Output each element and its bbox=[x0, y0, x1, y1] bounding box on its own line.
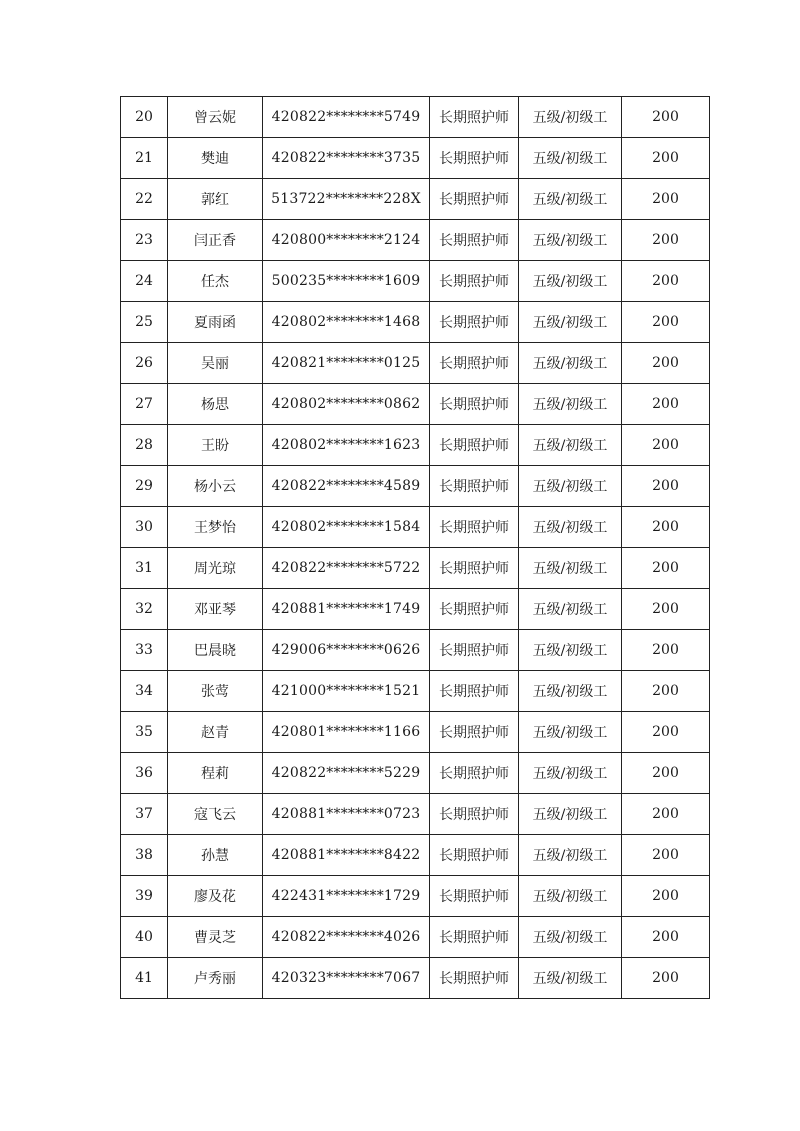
table-row bbox=[121, 671, 710, 712]
skill-level-cell: 五级/初级工 bbox=[519, 794, 622, 835]
table-row bbox=[121, 753, 710, 794]
occupation-cell: 长期照护师 bbox=[430, 876, 519, 917]
name-cell: 曾云妮 bbox=[168, 97, 263, 138]
occupation-cell: 长期照护师 bbox=[430, 917, 519, 958]
occupation-cell: 长期照护师 bbox=[430, 630, 519, 671]
name-cell: 郭红 bbox=[168, 179, 263, 220]
occupation-cell: 长期照护师 bbox=[430, 97, 519, 138]
name-cell: 赵青 bbox=[168, 712, 263, 753]
table-row bbox=[121, 384, 710, 425]
occupation-cell: 长期照护师 bbox=[430, 794, 519, 835]
skill-level-cell: 五级/初级工 bbox=[519, 917, 622, 958]
skill-level-cell: 五级/初级工 bbox=[519, 876, 622, 917]
skill-level-cell: 五级/初级工 bbox=[519, 548, 622, 589]
row-number-cell: 41 bbox=[121, 958, 168, 999]
skill-level-cell: 五级/初级工 bbox=[519, 261, 622, 302]
id-number-cell: 429006********0626 bbox=[263, 630, 430, 671]
name-cell: 周光琼 bbox=[168, 548, 263, 589]
row-number-cell: 28 bbox=[121, 425, 168, 466]
row-number-cell: 34 bbox=[121, 671, 168, 712]
roster-table-body bbox=[121, 97, 710, 999]
amount-cell: 200 bbox=[622, 425, 710, 466]
occupation-cell: 长期照护师 bbox=[430, 220, 519, 261]
skill-level-cell: 五级/初级工 bbox=[519, 97, 622, 138]
id-number-cell: 420822********5722 bbox=[263, 548, 430, 589]
table-row bbox=[121, 589, 710, 630]
name-cell: 廖及花 bbox=[168, 876, 263, 917]
skill-level-cell: 五级/初级工 bbox=[519, 425, 622, 466]
row-number-cell: 38 bbox=[121, 835, 168, 876]
table-row bbox=[121, 97, 710, 138]
table-row bbox=[121, 220, 710, 261]
row-number-cell: 33 bbox=[121, 630, 168, 671]
table-row bbox=[121, 712, 710, 753]
row-number-cell: 36 bbox=[121, 753, 168, 794]
id-number-cell: 420821********0125 bbox=[263, 343, 430, 384]
table-row bbox=[121, 548, 710, 589]
table-row bbox=[121, 425, 710, 466]
amount-cell: 200 bbox=[622, 179, 710, 220]
occupation-cell: 长期照护师 bbox=[430, 138, 519, 179]
occupation-cell: 长期照护师 bbox=[430, 179, 519, 220]
row-number-cell: 26 bbox=[121, 343, 168, 384]
skill-level-cell: 五级/初级工 bbox=[519, 589, 622, 630]
occupation-cell: 长期照护师 bbox=[430, 466, 519, 507]
row-number-cell: 37 bbox=[121, 794, 168, 835]
amount-cell: 200 bbox=[622, 753, 710, 794]
amount-cell: 200 bbox=[622, 630, 710, 671]
skill-level-cell: 五级/初级工 bbox=[519, 958, 622, 999]
occupation-cell: 长期照护师 bbox=[430, 753, 519, 794]
amount-cell: 200 bbox=[622, 671, 710, 712]
id-number-cell: 421000********1521 bbox=[263, 671, 430, 712]
skill-level-cell: 五级/初级工 bbox=[519, 835, 622, 876]
name-cell: 王盼 bbox=[168, 425, 263, 466]
amount-cell: 200 bbox=[622, 138, 710, 179]
table-row bbox=[121, 507, 710, 548]
id-number-cell: 513722********228X bbox=[263, 179, 430, 220]
name-cell: 杨思 bbox=[168, 384, 263, 425]
skill-level-cell: 五级/初级工 bbox=[519, 384, 622, 425]
name-cell: 张莺 bbox=[168, 671, 263, 712]
amount-cell: 200 bbox=[622, 261, 710, 302]
id-number-cell: 420802********1468 bbox=[263, 302, 430, 343]
name-cell: 卢秀丽 bbox=[168, 958, 263, 999]
skill-level-cell: 五级/初级工 bbox=[519, 753, 622, 794]
table-row bbox=[121, 630, 710, 671]
occupation-cell: 长期照护师 bbox=[430, 343, 519, 384]
row-number-cell: 25 bbox=[121, 302, 168, 343]
name-cell: 任杰 bbox=[168, 261, 263, 302]
amount-cell: 200 bbox=[622, 835, 710, 876]
name-cell: 寇飞云 bbox=[168, 794, 263, 835]
row-number-cell: 32 bbox=[121, 589, 168, 630]
skill-level-cell: 五级/初级工 bbox=[519, 712, 622, 753]
id-number-cell: 420822********3735 bbox=[263, 138, 430, 179]
row-number-cell: 24 bbox=[121, 261, 168, 302]
id-number-cell: 420881********8422 bbox=[263, 835, 430, 876]
id-number-cell: 420822********5749 bbox=[263, 97, 430, 138]
amount-cell: 200 bbox=[622, 384, 710, 425]
skill-level-cell: 五级/初级工 bbox=[519, 671, 622, 712]
table-row bbox=[121, 835, 710, 876]
name-cell: 孙慧 bbox=[168, 835, 263, 876]
skill-level-cell: 五级/初级工 bbox=[519, 343, 622, 384]
amount-cell: 200 bbox=[622, 97, 710, 138]
amount-cell: 200 bbox=[622, 917, 710, 958]
table-row bbox=[121, 876, 710, 917]
amount-cell: 200 bbox=[622, 958, 710, 999]
id-number-cell: 420802********1584 bbox=[263, 507, 430, 548]
amount-cell: 200 bbox=[622, 712, 710, 753]
name-cell: 巴晨晓 bbox=[168, 630, 263, 671]
occupation-cell: 长期照护师 bbox=[430, 548, 519, 589]
occupation-cell: 长期照护师 bbox=[430, 302, 519, 343]
name-cell: 邓亚琴 bbox=[168, 589, 263, 630]
amount-cell: 200 bbox=[622, 466, 710, 507]
occupation-cell: 长期照护师 bbox=[430, 507, 519, 548]
name-cell: 杨小云 bbox=[168, 466, 263, 507]
skill-level-cell: 五级/初级工 bbox=[519, 138, 622, 179]
id-number-cell: 420822********4589 bbox=[263, 466, 430, 507]
row-number-cell: 22 bbox=[121, 179, 168, 220]
skill-level-cell: 五级/初级工 bbox=[519, 302, 622, 343]
id-number-cell: 420822********4026 bbox=[263, 917, 430, 958]
table-row bbox=[121, 343, 710, 384]
occupation-cell: 长期照护师 bbox=[430, 671, 519, 712]
amount-cell: 200 bbox=[622, 548, 710, 589]
id-number-cell: 420822********5229 bbox=[263, 753, 430, 794]
name-cell: 樊迪 bbox=[168, 138, 263, 179]
occupation-cell: 长期照护师 bbox=[430, 589, 519, 630]
id-number-cell: 420800********2124 bbox=[263, 220, 430, 261]
row-number-cell: 39 bbox=[121, 876, 168, 917]
id-number-cell: 420802********1623 bbox=[263, 425, 430, 466]
occupation-cell: 长期照护师 bbox=[430, 425, 519, 466]
row-number-cell: 35 bbox=[121, 712, 168, 753]
amount-cell: 200 bbox=[622, 343, 710, 384]
amount-cell: 200 bbox=[622, 220, 710, 261]
id-number-cell: 500235********1609 bbox=[263, 261, 430, 302]
table-row bbox=[121, 917, 710, 958]
id-number-cell: 420323********7067 bbox=[263, 958, 430, 999]
table-row bbox=[121, 261, 710, 302]
amount-cell: 200 bbox=[622, 302, 710, 343]
row-number-cell: 40 bbox=[121, 917, 168, 958]
occupation-cell: 长期照护师 bbox=[430, 958, 519, 999]
id-number-cell: 420802********0862 bbox=[263, 384, 430, 425]
skill-level-cell: 五级/初级工 bbox=[519, 507, 622, 548]
skill-level-cell: 五级/初级工 bbox=[519, 220, 622, 261]
amount-cell: 200 bbox=[622, 794, 710, 835]
table-row bbox=[121, 466, 710, 507]
name-cell: 程莉 bbox=[168, 753, 263, 794]
row-number-cell: 31 bbox=[121, 548, 168, 589]
table-row bbox=[121, 302, 710, 343]
name-cell: 闫正香 bbox=[168, 220, 263, 261]
id-number-cell: 420881********1749 bbox=[263, 589, 430, 630]
id-number-cell: 422431********1729 bbox=[263, 876, 430, 917]
skill-level-cell: 五级/初级工 bbox=[519, 630, 622, 671]
occupation-cell: 长期照护师 bbox=[430, 835, 519, 876]
row-number-cell: 29 bbox=[121, 466, 168, 507]
row-number-cell: 20 bbox=[121, 97, 168, 138]
occupation-cell: 长期照护师 bbox=[430, 384, 519, 425]
table-row bbox=[121, 179, 710, 220]
amount-cell: 200 bbox=[622, 589, 710, 630]
table-row bbox=[121, 794, 710, 835]
occupation-cell: 长期照护师 bbox=[430, 712, 519, 753]
name-cell: 曹灵芝 bbox=[168, 917, 263, 958]
skill-level-cell: 五级/初级工 bbox=[519, 179, 622, 220]
id-number-cell: 420801********1166 bbox=[263, 712, 430, 753]
id-number-cell: 420881********0723 bbox=[263, 794, 430, 835]
name-cell: 吴丽 bbox=[168, 343, 263, 384]
amount-cell: 200 bbox=[622, 507, 710, 548]
row-number-cell: 30 bbox=[121, 507, 168, 548]
table-row bbox=[121, 138, 710, 179]
row-number-cell: 21 bbox=[121, 138, 168, 179]
skill-level-cell: 五级/初级工 bbox=[519, 466, 622, 507]
roster-table bbox=[120, 96, 710, 999]
occupation-cell: 长期照护师 bbox=[430, 261, 519, 302]
name-cell: 夏雨函 bbox=[168, 302, 263, 343]
amount-cell: 200 bbox=[622, 876, 710, 917]
row-number-cell: 27 bbox=[121, 384, 168, 425]
name-cell: 王梦怡 bbox=[168, 507, 263, 548]
table-row bbox=[121, 958, 710, 999]
row-number-cell: 23 bbox=[121, 220, 168, 261]
